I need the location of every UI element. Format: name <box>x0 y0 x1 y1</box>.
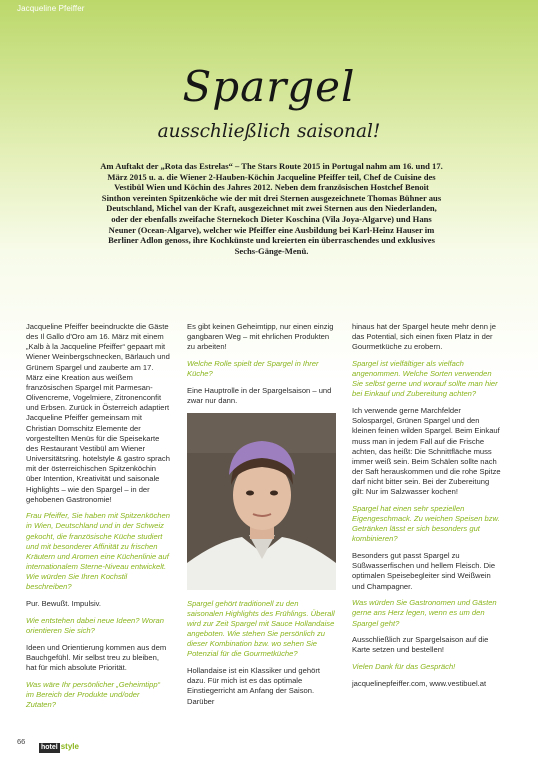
interview-question: Was würden Sie Gastronomen und Gästen gerne ans Herz legen, wenn es um den Spargel geht? <box>352 598 497 628</box>
header-bar <box>0 0 538 17</box>
magazine-logo <box>39 736 103 751</box>
lead-paragraph: Am Auftakt der „Rota das Estrelas“ – The Stars Route 2015 in Portugal nahm am 16. und 17. März 2015 u. a. die Wiener 2-Hauben-Köchin Jacqueline Pfeiffer teil, Chef de Cuisine des Vestibül Wien und Köchin des Jahres 2012. Neben dem französischen Hostchef Benoit Sinthon vereinten Spitzenköche wie der mit drei Sternen ausgezeichnete Thomas Bühner aus Deutschland, Michel van der Kraft, ausgezeichnet mit zwei Sternen aus den Niederlanden, oder der ebenfalls zweifache Sternekoch Dieter Koschina (Vila Joya-Algarve) und Hans Neuner (Ocean-Algarve), welcher wie Pfeiffer eine Ausbildung bei Karl-Heinz Hauser im Berliner Adlon genoss, ihre Kochkünste und kreierten ein überraschendes und exklusives Sechs-Gänge-Menü. <box>100 161 443 256</box>
body-paragraph: Ideen und Orientierung kommen aus dem Bauchgefühl. Mir selbst treu zu bleiben, hat für mich absolute Priorität. <box>26 642 167 672</box>
interview-question: Spargel gehört traditionell zu den saisonalen Highlights des Frühlings. Überall wird zur Zeit Spargel mit Sauce Hollandaise angeboten. Wie stehen Sie persönlich zu dieser Kombination bzw. wo sehen Sie Potenzial für die Gourmetküche? <box>187 598 335 659</box>
body-paragraph: jacquelinepfeiffer.com, www.vestibuel.at <box>352 678 487 688</box>
body-paragraph: Ausschließlich zur Spargelsaison auf die Karte setzen und bestellen! <box>352 635 489 655</box>
interview-question: Welche Rolle spielt der Spargel in Ihrer Küche? <box>187 358 319 379</box>
page-number: 66 <box>17 737 26 746</box>
logo-part-1: hotel <box>41 744 58 751</box>
column-3 <box>352 322 502 695</box>
column-2 <box>187 322 336 713</box>
interview-question: Frau Pfeiffer, Sie haben mit Spitzenköchen in Wien, Deutschland und in der Schweiz gekocht, die französische Küche studiert und mit besonderer Affinität zu frischen Kräutern und Aromen eine Küchenlinie auf internationalem Sterne-Niveau entwickelt. Wie würden Sie Ihren Kochstil beschreiben? <box>26 511 170 592</box>
body-paragraph: Besonders gut passt Spargel zu Süßwasserfischen und hellem Fleisch. Die optimalen Speisebegleiter sind Weißwein und Champagner. <box>352 551 496 591</box>
interview-question: Was wäre Ihr persönlicher „Geheimtipp“ im Bereich der Produkte und/oder Zutaten? <box>26 679 161 709</box>
body-paragraph: Pur. Bewußt. Impulsiv. <box>26 599 101 609</box>
body-paragraph: Jacqueline Pfeiffer beeindruckte die Gäste des Il Gallo d'Oro am 16. März mit einem „Kalb à la Jacqueline Pfeiffer“ gepaart mit Wiener Weinbergschnecken, Bärlauch und Grünem Spargel und zauberte am 17. März eine Kreation aus weißem französischen Spargel mit Parmesan-Olivencreme, Vogelmiere, Zitronenconfit und Erbsen. Zurück in Österreich adaptiert Jacqueline Pfeiffer gemeinsam mit Christian Domschitz Elemente der vorgestellten Menüs für die Speisekarte des Restaurant Vestibül am Wiener Universitätsring. hotelstyle & gastro sprach mit der österreichischen Spitzenköchin über Intention, Kreativität und saisonale Highlights – wie den Spargel – in der gehobenen Gastronomie! <box>26 322 170 504</box>
interview-question: Wie entstehen dabei neue Ideen? Woran orientieren Sie sich? <box>26 615 164 635</box>
interview-question: Vielen Dank für das Gespräch! <box>352 662 456 672</box>
article-subtitle: ausschließlich saisonal! <box>157 121 381 142</box>
body-paragraph: Hollandaise ist ein Klassiker und gehört dazu. Für mich ist es das optimale Einstiegerricht am Anfang der Saison. Darüber <box>187 666 320 706</box>
author-tag: Jacqueline Pfeiffer <box>17 4 85 13</box>
body-paragraph: Es gibt keinen Geheimtipp, nur einen einzig gangbaren Weg – mit ehrlichen Produkten zu arbeiten! <box>187 322 334 352</box>
body-paragraph: Ich verwende gerne Marchfelder Solospargel, Grünen Spargel und den kleinen feinen wilden Spargel. Beim Einkauf muss man in jedem Fall auf die Frische achten, das heißt: Die Schnittfläche muss immer weiß sein. Beim Schälen sollte nach der Saft herauskommen und die rohe Spitze darf nicht bitter sein. Bei der Zubereitung gilt: Nur im Salzwasser kochen! <box>352 406 501 497</box>
interview-question: Spargel ist vielfältiger als vielfach angenommen. Welche Sorten verwenden Sie selbst gerne und worauf sollte man hier bei Einkauf und Zubereitung achten? <box>352 358 498 399</box>
column-1 <box>26 322 170 716</box>
body-paragraph: hinaus hat der Spargel heute mehr denn je das Potential, sich einen fixen Platz in der Gourmetküche zu erobern. <box>352 322 496 352</box>
article-title: Spargel <box>182 62 356 111</box>
logo-part-2: style <box>60 742 79 751</box>
body-paragraph: Eine Hauptrolle in der Spargelsaison – und zwar nur dann. <box>187 385 332 405</box>
interview-question: Spargel hat einen sehr speziellen Eigengeschmack. Zu weichen Speisen bzw. Getränken lässt er sich besonders gut kombinieren? <box>352 504 500 544</box>
chef-portrait <box>187 413 336 590</box>
